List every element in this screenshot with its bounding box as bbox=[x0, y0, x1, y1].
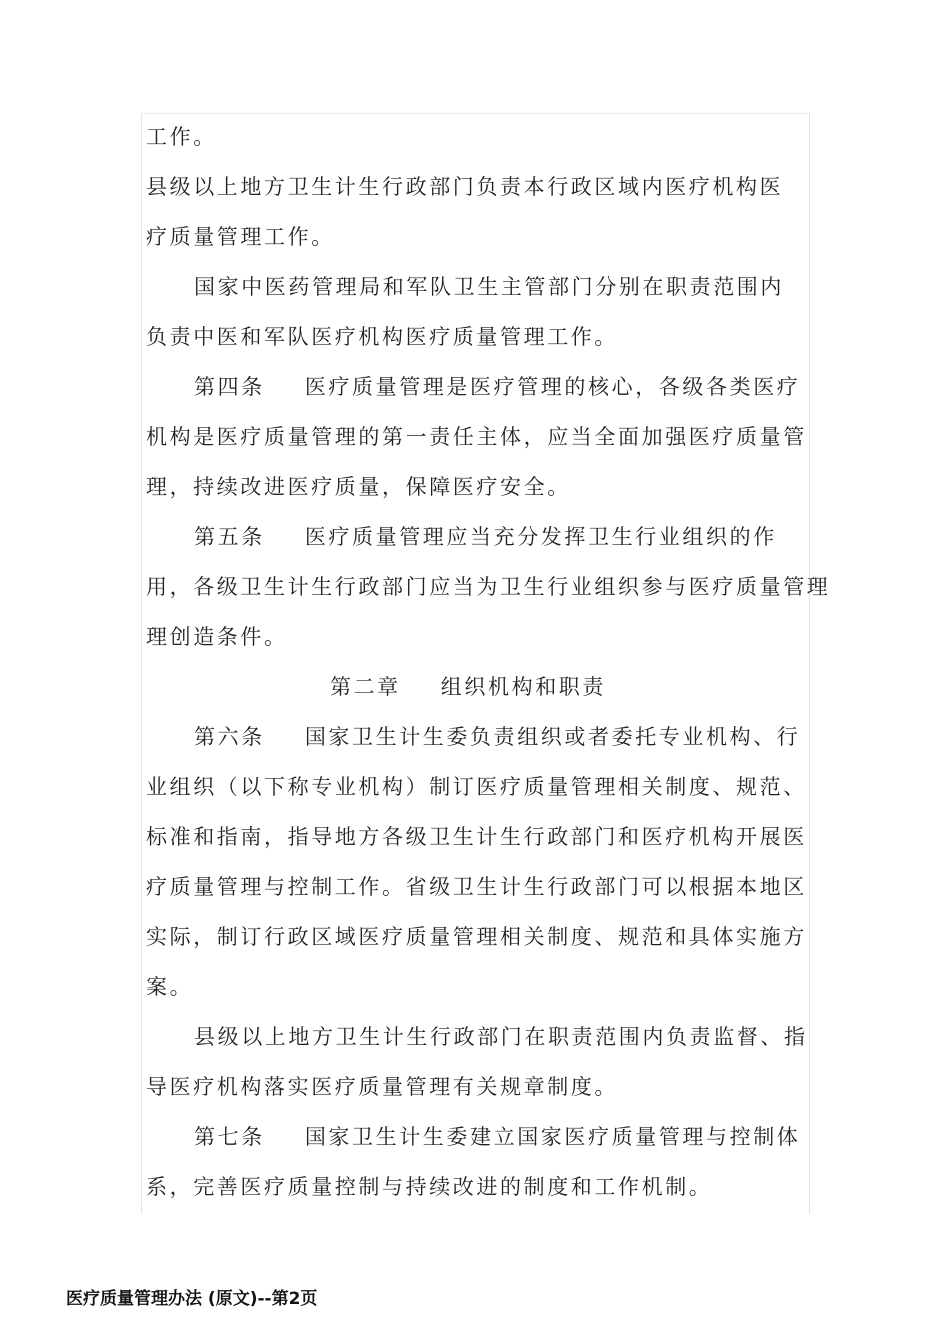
text-line: 业组织（以下称专业机构）制订医疗质量管理相关制度、规范、 bbox=[146, 775, 807, 799]
text-line: 国家中医药管理局和军队卫生主管部门分别在职责范围内 bbox=[194, 275, 784, 299]
text-line: 理创造条件。 bbox=[146, 625, 288, 649]
chapter-number: 第二章 bbox=[329, 675, 401, 699]
text-line: 机构是医疗质量管理的第一责任主体，应当全面加强医疗质量管 bbox=[146, 425, 807, 449]
article-text: 国家卫生计生委建立国家医疗质量管理与控制体 bbox=[304, 1125, 801, 1149]
text-line: 用，各级卫生计生行政部门应当为卫生行业组织参与医疗质量管理 bbox=[146, 575, 831, 599]
article-text: 医疗质量管理是医疗管理的核心，各级各类医疗 bbox=[304, 375, 801, 399]
text-line: 系，完善医疗质量控制与持续改进的制度和工作机制。 bbox=[146, 1175, 713, 1199]
text-line: 疗质量管理与控制工作。省级卫生计生行政部门可以根据本地区 bbox=[146, 875, 807, 899]
text-line: 疗质量管理工作。 bbox=[146, 225, 335, 249]
text-line: 县级以上地方卫生计生行政部门负责本行政区域内医疗机构医 bbox=[146, 175, 784, 199]
article-4-line bbox=[146, 362, 810, 412]
article-number: 第六条 bbox=[194, 725, 265, 749]
article-text: 医疗质量管理应当充分发挥卫生行业组织的作 bbox=[304, 525, 777, 549]
text-line: 工作。 bbox=[146, 125, 217, 149]
chapter-title: 组织机构和职责 bbox=[440, 675, 606, 699]
text-line: 案。 bbox=[146, 975, 194, 999]
page-footer-caption: 医疗质量管理办法 (原文)--第2页 bbox=[66, 1289, 318, 1309]
text-line: 理，持续改进医疗质量，保障医疗安全。 bbox=[146, 475, 571, 499]
text-line: 导医疗机构落实医疗质量管理有关规章制度。 bbox=[146, 1075, 618, 1099]
article-7-line bbox=[146, 1112, 810, 1162]
article-5-line bbox=[146, 512, 810, 562]
text-line: 县级以上地方卫生计生行政部门在职责范围内负责监督、指 bbox=[194, 1025, 808, 1049]
chapter-heading bbox=[146, 662, 810, 712]
article-number: 第四条 bbox=[194, 375, 265, 399]
document-body bbox=[146, 112, 831, 1212]
text-line: 标准和指南，指导地方各级卫生计生行政部门和医疗机构开展医 bbox=[146, 825, 807, 849]
text-line: 负责中医和军队医疗机构医疗质量管理工作。 bbox=[146, 325, 618, 349]
text-line: 实际，制订行政区域医疗质量管理相关制度、规范和具体实施方 bbox=[146, 925, 807, 949]
article-text: 国家卫生计生委负责组织或者委托专业机构、行 bbox=[304, 725, 801, 749]
article-number: 第五条 bbox=[194, 525, 265, 549]
article-number: 第七条 bbox=[194, 1125, 265, 1149]
article-6-line bbox=[146, 712, 810, 762]
